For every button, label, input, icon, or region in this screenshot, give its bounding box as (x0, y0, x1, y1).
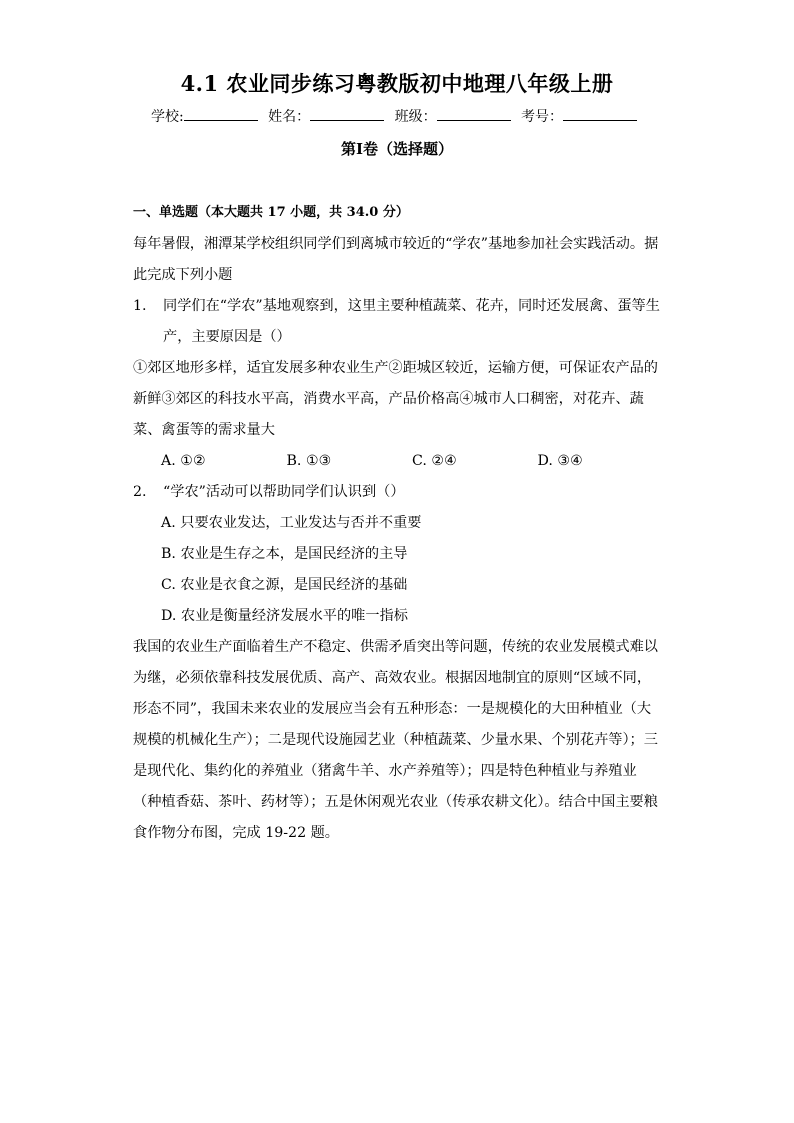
question-number: 1. (133, 298, 147, 314)
option-d[interactable]: D. 农业是衡量经济发展水平的唯一指标 (161, 608, 408, 624)
question-number: 2. (133, 484, 147, 500)
option-d[interactable]: D. ③④ (537, 453, 583, 469)
passage-2: 我国的农业生产面临着生产不稳定、供需矛盾突出等问题，传统的农业发展模式难以为继，必须依靠科技发展优质、高产、高效农业。根据因地制宜的原则“区域不同，形态不同”，我国未来农业的发展应当会有五种形态：一是规模化的大田种植业（大规模的机械化生产）；二是现代设施园艺业（种植蔬菜、少量水果、个别花卉等）；三是现代化、集约化的养殖业（猪禽牛羊、水产养殖等）；四是特色种植业与养殖业（种植香菇、茶叶、药材等）；五是休闲观光农业（传承农耕文化）。结合中国主要粮食作物分布图，完成 19-22 题。 (133, 639, 658, 841)
school-blank[interactable] (184, 106, 258, 121)
passage-1: 每年暑假，湘潭某学校组织同学们到离城市较近的“学农”基地参加社会实践活动。据此完成下列小题 (133, 236, 659, 283)
section-title: 第Ⅰ卷（选择题） (340, 140, 454, 158)
question-1-statements: ①郊区地形多样，适宜发展多种农业生产②距城区较近，运输方便，可保证农产品的新鲜③郊区的科技水平高，消费水平高，产品价格高④城市人口稠密，对花卉、蔬菜、禽蛋等的需求量大 (133, 360, 658, 438)
question-text: 同学们在“学农”基地观察到，这里主要种植蔬菜、花卉，同时还发展禽、蛋等生产，主要原因是（） (163, 298, 660, 345)
student-info-line (0, 106, 794, 126)
option-c[interactable]: C. ②④ (412, 453, 457, 469)
class-blank[interactable] (437, 106, 511, 121)
part-heading: 一、单选题（本大题共 17 小题，共 34.0 分） (133, 205, 409, 220)
exam-number-blank[interactable] (563, 106, 637, 121)
name-blank[interactable] (310, 106, 384, 121)
option-a[interactable]: A. 只要农业发达，工业发达与否并不重要 (161, 515, 422, 531)
school-label: 学校: (150, 109, 184, 125)
question-1 (133, 291, 663, 353)
question-text: “学农”活动可以帮助同学们认识到（） (163, 484, 405, 500)
document-title: 4.1 农业同步练习粤教版初中地理八年级上册 (180, 71, 614, 96)
class-label: 班级： (394, 109, 437, 125)
question-2 (133, 477, 663, 508)
exam-number-label: 考号： (521, 109, 564, 125)
option-a[interactable]: A. ①② (161, 453, 206, 469)
exam-content (133, 200, 663, 849)
question-1-options (133, 446, 663, 477)
option-b[interactable]: B. ①③ (286, 453, 332, 469)
option-b[interactable]: B. 农业是生存之本，是国民经济的主导 (161, 546, 408, 562)
name-label: 姓名： (268, 109, 311, 125)
option-c[interactable]: C. 农业是衣食之源，是国民经济的基础 (161, 577, 408, 593)
